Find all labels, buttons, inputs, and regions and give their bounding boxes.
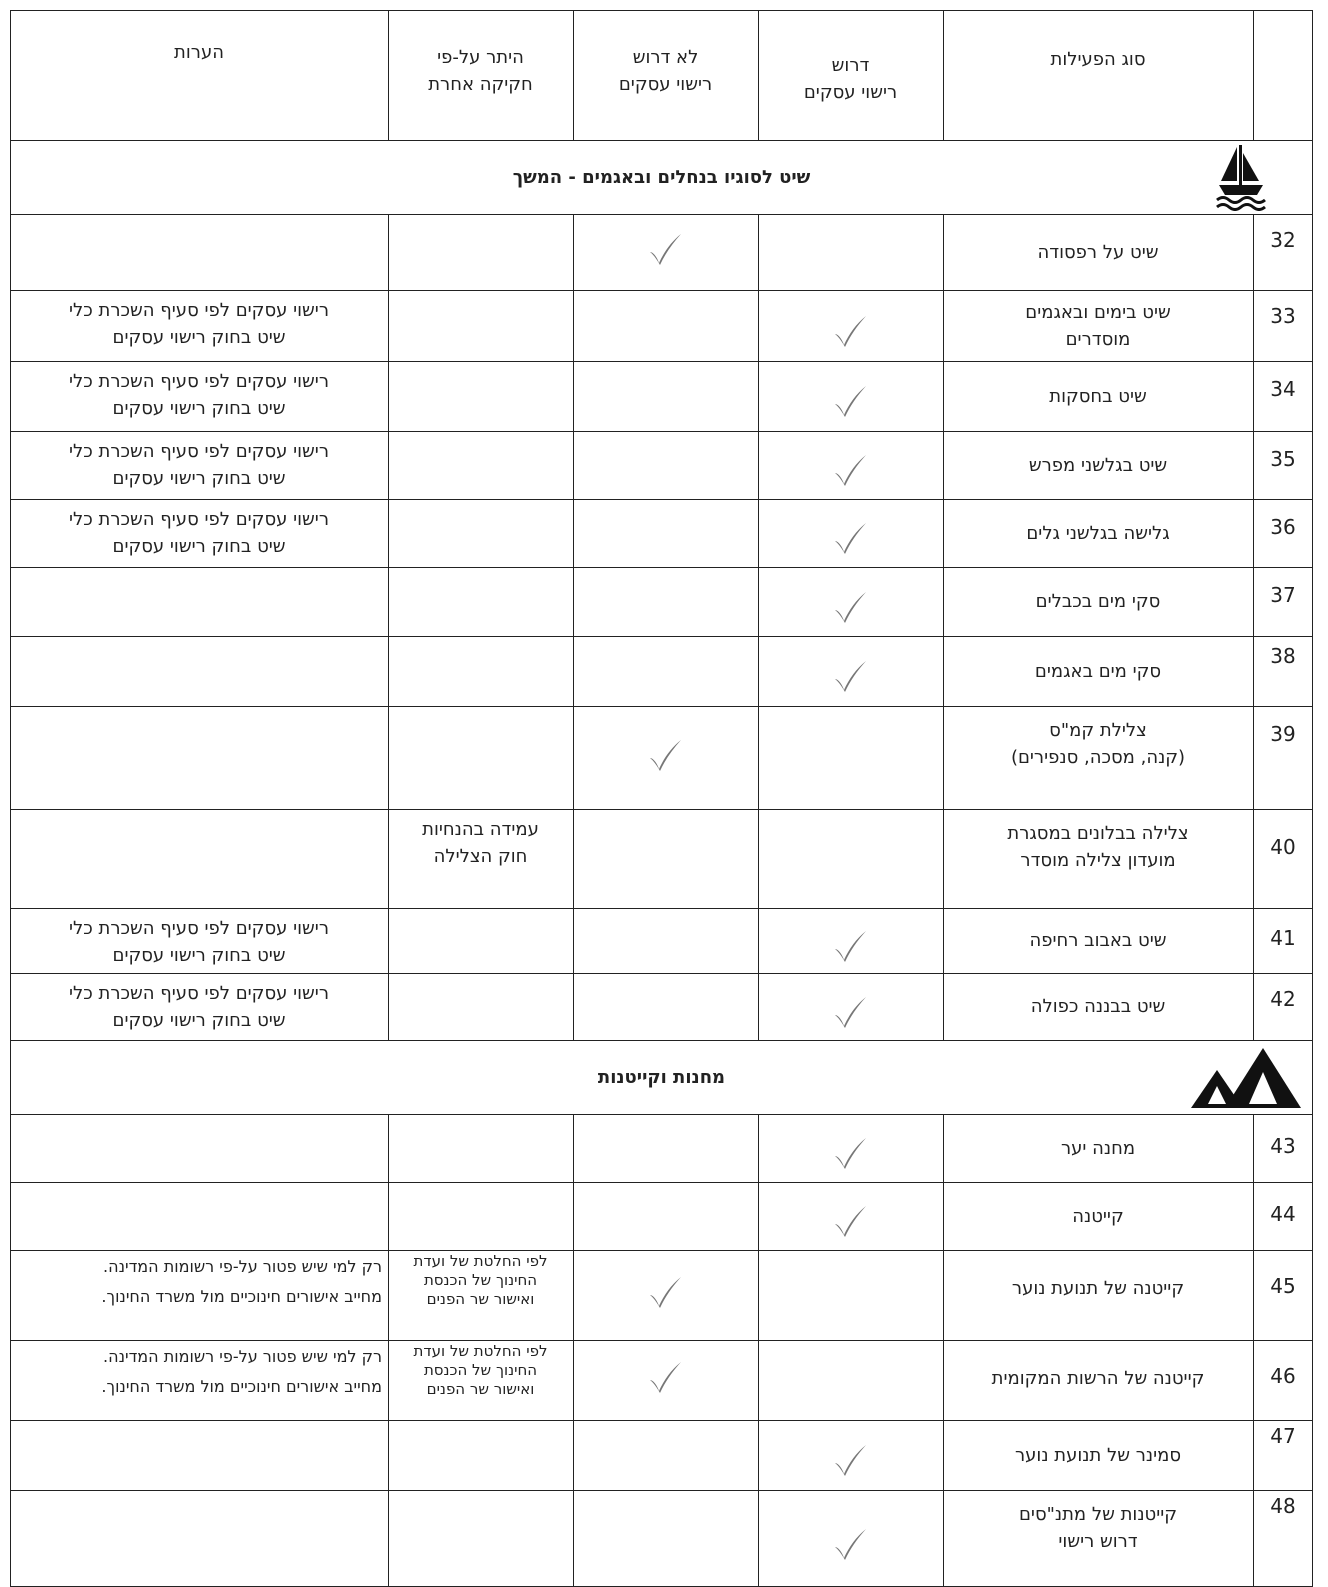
cell-line: קייטנה של תנועת נוער — [1011, 1277, 1185, 1299]
cell-line: רק למי שיש פטור על-פי רשומות המדינה. — [103, 1347, 382, 1366]
row-number: 46 — [1270, 1364, 1296, 1388]
checkmark-icon — [833, 1527, 867, 1561]
cell-line: סקי מים בכבלים — [1035, 591, 1161, 612]
row-number: 47 — [1270, 1424, 1296, 1448]
cell-line: דרוש רישוי — [1058, 1531, 1138, 1552]
row-divider — [10, 1340, 1313, 1341]
cell-line: שיט בחוק רישוי עסקים — [112, 398, 286, 419]
cell-line: מועדון צלילה מוסדר — [1020, 850, 1176, 871]
cell-line: לפי החלטת של ועדת — [413, 1251, 548, 1270]
header-not-required-line1: לא דרוש — [632, 47, 699, 68]
row-number: 41 — [1270, 926, 1296, 950]
row-divider — [10, 1420, 1313, 1421]
cell-line: שיט בימים ובאגמים — [1025, 301, 1171, 323]
row-divider — [10, 1250, 1313, 1251]
activity-cell — [943, 1340, 1253, 1416]
notes-cell — [10, 361, 388, 429]
checkmark-icon — [833, 314, 867, 348]
cell-line: סמינר של תנועת נוער — [1014, 1444, 1182, 1466]
cell-line: ואישור שר הפנים — [426, 1379, 535, 1398]
cell-line: שיט באבוב רחיפה — [1029, 930, 1167, 951]
notes-cell — [10, 1340, 388, 1404]
activity-cell — [943, 499, 1253, 567]
column-divider — [1253, 214, 1254, 1040]
sailboat-icon — [1215, 143, 1267, 211]
other-law-cell — [388, 809, 573, 877]
checkmark-icon — [833, 1443, 867, 1477]
checkmark-icon — [833, 521, 867, 555]
row-divider — [10, 290, 1313, 291]
checkmark-icon — [833, 453, 867, 487]
checkmark-icon — [833, 1136, 867, 1170]
checkmark-icon — [833, 1204, 867, 1238]
header-license-not-required — [573, 10, 758, 132]
row-divider — [10, 809, 1313, 810]
licensing-table — [10, 10, 1313, 1587]
cell-line: שיט על רפסודה — [1037, 241, 1159, 263]
column-divider — [943, 1114, 944, 1587]
row-number: 39 — [1270, 722, 1296, 746]
cell-line: סקי מים באגמים — [1034, 660, 1162, 682]
cell-line: רישוי עסקים לפי סעיף השכרת כלי — [69, 983, 329, 1004]
notes-cell — [10, 908, 388, 976]
cell-line: שיט בבננה כפולה — [1030, 996, 1166, 1017]
activity-cell — [943, 809, 1253, 885]
row-divider — [10, 1182, 1313, 1183]
section-title-boating — [10, 140, 1313, 214]
row-divider — [10, 499, 1313, 500]
activity-cell — [943, 706, 1253, 782]
cell-line: רישוי עסקים לפי סעיף השכרת כלי — [69, 509, 329, 530]
section-title-camps-text: מחנות וקייטנות — [597, 1066, 726, 1088]
header-license-required — [758, 18, 943, 140]
cell-line: קייטנה של הרשות המקומית — [991, 1367, 1205, 1389]
cell-line: רק למי שיש פטור על-פי רשומות המדינה. — [103, 1257, 382, 1276]
header-notes-label: הערות — [174, 41, 224, 63]
notes-cell — [10, 973, 388, 1041]
row-divider — [10, 10, 1313, 11]
row-number: 42 — [1270, 987, 1296, 1011]
row-number: 40 — [1270, 835, 1296, 859]
header-notes — [10, 32, 388, 72]
cell-line: צלילת קמ"ס — [1049, 720, 1147, 741]
cell-line: (קנה, מסכה, סנפירים) — [1010, 747, 1186, 768]
column-divider — [758, 1114, 759, 1587]
section-title-boating-text: שיט לסוגיו בנחלים ובאגמים - המשך — [512, 166, 811, 188]
cell-line: רישוי עסקים לפי סעיף השכרת כלי — [69, 918, 329, 939]
row-divider — [10, 1040, 1313, 1041]
row-number: 38 — [1270, 644, 1296, 668]
activity-cell — [943, 431, 1253, 499]
cell-line: שיט בחוק רישוי עסקים — [112, 1010, 286, 1031]
column-divider — [573, 214, 574, 1040]
checkmark-icon — [648, 232, 682, 266]
cell-line: שיט בחוק רישוי עסקים — [112, 945, 286, 966]
notes-cell — [10, 1250, 388, 1314]
cell-line: מוסדרים — [1065, 328, 1131, 350]
row-divider — [10, 706, 1313, 707]
row-number: 44 — [1270, 1202, 1296, 1226]
notes-cell — [10, 290, 388, 358]
activity-cell — [943, 290, 1253, 361]
checkmark-icon — [648, 1360, 682, 1394]
checkmark-icon — [648, 1275, 682, 1309]
column-divider — [388, 1114, 389, 1587]
header-permitted-other-law — [388, 10, 573, 132]
section-title-camps — [10, 1040, 1313, 1114]
checkmark-icon — [833, 929, 867, 963]
row-number: 32 — [1270, 228, 1296, 252]
row-divider — [10, 1114, 1313, 1115]
column-divider — [1312, 10, 1313, 1587]
header-other-law-line2: חקיקה אחרת — [428, 74, 533, 95]
column-divider — [388, 214, 389, 1040]
cell-line: עמידה בהנחיות — [422, 819, 539, 840]
row-number: 35 — [1270, 447, 1296, 471]
notes-cell — [10, 499, 388, 567]
row-divider — [10, 567, 1313, 568]
header-activity-type-label: סוג הפעילות — [1050, 49, 1146, 70]
header-other-law-line1: היתר על-פי — [437, 47, 524, 68]
cell-line: שיט בחוק רישוי עסקים — [112, 468, 286, 489]
checkmark-icon — [833, 590, 867, 624]
cell-line: לפי החלטת של ועדת — [413, 1341, 548, 1360]
cell-line: מחייב אישורים חינוכיים מול משרד החינוך. — [101, 1377, 382, 1396]
tents-icon — [1185, 1042, 1305, 1114]
checkmark-icon — [833, 659, 867, 693]
checkmark-icon — [833, 384, 867, 418]
row-divider — [10, 361, 1313, 362]
activity-cell — [943, 1114, 1253, 1182]
cell-line: ואישור שר הפנים — [426, 1289, 535, 1308]
cell-line: שיט בחסקות — [1049, 385, 1147, 407]
cell-line: צלילה בבלונים במסגרת — [1007, 823, 1189, 844]
row-number: 45 — [1270, 1274, 1296, 1298]
row-number: 34 — [1270, 377, 1296, 401]
activity-cell — [943, 361, 1253, 431]
cell-line: רישוי עסקים לפי סעיף השכרת כלי — [69, 441, 329, 462]
activity-cell — [943, 973, 1253, 1040]
column-divider — [10, 10, 11, 1587]
column-divider — [1253, 1114, 1254, 1587]
cell-line: מחנה יער — [1060, 1137, 1136, 1159]
notes-cell — [10, 431, 388, 499]
row-divider — [10, 908, 1313, 909]
cell-line: מחייב אישורים חינוכיים מול משרד החינוך. — [101, 1287, 382, 1306]
activity-cell — [943, 1250, 1253, 1326]
column-divider — [388, 10, 389, 140]
header-license-required-line2: רישוי עסקים — [803, 82, 898, 103]
column-divider — [943, 214, 944, 1040]
activity-cell — [943, 908, 1253, 973]
column-divider — [573, 10, 574, 140]
cell-line: רישוי עסקים לפי סעיף השכרת כלי — [69, 371, 329, 392]
row-number: 33 — [1270, 304, 1296, 328]
row-number: 48 — [1270, 1494, 1296, 1518]
column-divider — [943, 10, 944, 140]
column-divider — [573, 1114, 574, 1587]
cell-line: גלישה בגלשני גלים — [1026, 522, 1170, 544]
row-divider — [10, 214, 1313, 215]
column-divider — [758, 214, 759, 1040]
cell-line: שיט בחוק רישוי עסקים — [112, 536, 286, 557]
activity-cell — [943, 1490, 1253, 1566]
cell-line: קייטנות של מתנ"סים — [1018, 1504, 1178, 1525]
activity-cell — [943, 1182, 1253, 1250]
cell-line: שיט בחוק רישוי עסקים — [112, 327, 286, 348]
cell-line: חוק הצלילה — [433, 846, 528, 867]
cell-line: שיט בגלשני מפרש — [1028, 454, 1168, 476]
other-law-cell — [388, 1250, 573, 1310]
row-divider — [10, 973, 1313, 974]
other-law-cell — [388, 1340, 573, 1400]
row-divider — [10, 636, 1313, 637]
column-divider — [1253, 10, 1254, 140]
cell-line: החינוך של הכנסת — [423, 1360, 538, 1379]
activity-cell — [943, 636, 1253, 706]
cell-line: קייטנה — [1072, 1205, 1124, 1227]
cell-line: רישוי עסקים לפי סעיף השכרת כלי — [69, 300, 329, 321]
column-divider — [758, 10, 759, 140]
row-number: 37 — [1270, 583, 1296, 607]
row-number: 43 — [1270, 1134, 1296, 1158]
row-divider — [10, 140, 1313, 141]
activity-cell — [943, 567, 1253, 636]
header-not-required-line2: רישוי עסקים — [618, 74, 713, 95]
row-divider — [10, 431, 1313, 432]
checkmark-icon — [833, 995, 867, 1029]
checkmark-icon — [648, 738, 682, 772]
header-license-required-line1: דרוש — [831, 55, 870, 76]
activity-cell — [943, 1420, 1253, 1490]
header-activity-type — [943, 18, 1253, 140]
row-number: 36 — [1270, 515, 1296, 539]
cell-line: החינוך של הכנסת — [423, 1270, 538, 1289]
row-divider — [10, 1490, 1313, 1491]
activity-cell — [943, 214, 1253, 290]
